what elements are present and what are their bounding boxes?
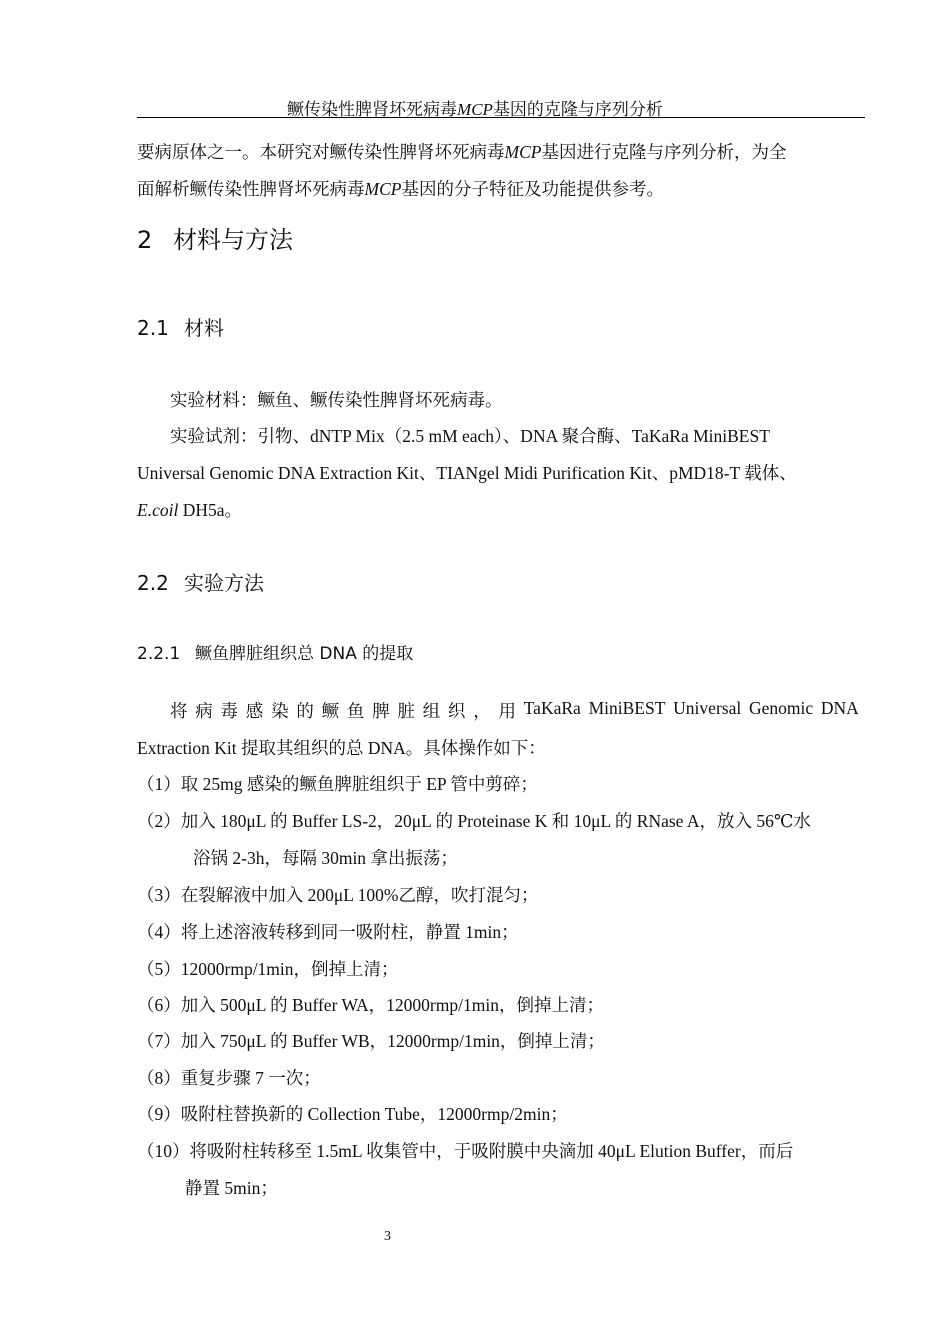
method-intro-word: 脾: [372, 701, 390, 721]
procedure-step-continuation: 静置 5min；: [185, 1178, 278, 1198]
procedure-step: （7）加入 750μL 的 Buffer WB，12000rmp/1min，倒掉上清；: [137, 1031, 605, 1051]
method-intro-word: 染: [271, 701, 289, 721]
method-intro-word: 的: [296, 701, 314, 721]
page-number: 3: [384, 1229, 391, 1244]
intro-text: 基因的分子特征及功能提供参考。: [401, 179, 664, 199]
intro-line-2: [137, 176, 664, 201]
intro-line-1: [137, 139, 786, 164]
section-heading-2-1: [137, 312, 224, 341]
method-intro-word: 毒: [220, 701, 239, 721]
species-italic: E.coil: [137, 500, 179, 520]
section-heading-2-2: [137, 567, 264, 596]
method-intro-word: 感: [245, 701, 264, 721]
header-rule: [137, 117, 865, 118]
method-intro-word: Universal: [673, 698, 742, 718]
method-intro-word: 用: [498, 701, 516, 721]
section-title: 材料与方法: [173, 226, 293, 254]
intro-text: 要病原体之一。本研究对鳜传染性脾肾坏死病毒: [137, 142, 505, 162]
section-number: 2: [137, 226, 153, 254]
method-intro-word: TaKaRa: [523, 698, 581, 718]
header-title-prefix: 鳜传染性脾肾坏死病毒: [287, 100, 458, 119]
method-intro-word: 脏: [397, 701, 415, 721]
method-intro-word: ，: [473, 701, 491, 721]
procedure-step: （2）加入 180μL 的 Buffer LS-2，20μL 的 Proteinase K 和 10μL 的 RNase A，放入 56℃水: [137, 811, 811, 831]
procedure-step: （5）12000rmp/1min，倒掉上清；: [137, 959, 399, 979]
section-number: 2.2: [137, 571, 169, 595]
procedure-step: （10）将吸附柱转移至 1.5mL 收集管中，于吸附膜中央滴加 40μL Elution Buffer，而后: [137, 1141, 794, 1161]
materials-line-4: [137, 497, 242, 522]
method-intro-word: 组: [422, 701, 441, 721]
method-intro-word: Genomic: [748, 698, 814, 718]
method-intro-word: 将: [170, 701, 188, 721]
header-title-italic: MCP: [457, 100, 493, 119]
method-intro-word: 鱼: [346, 701, 365, 721]
materials-line-2: 实验试剂：引物、dNTP Mix（2.5 mM each）、DNA 聚合酶、TaKaRa MiniBEST: [170, 426, 770, 446]
materials-line-1: 实验材料：鳜鱼、鳜传染性脾肾坏死病毒。: [170, 390, 503, 410]
section-title: 鳜鱼脾脏组织总 DNA 的提取: [195, 644, 414, 664]
method-intro-line-2: Extraction Kit 提取其组织的总 DNA。具体操作如下：: [137, 738, 546, 758]
procedure-step: （9）吸附柱替换新的 Collection Tube，12000rmp/2min；: [137, 1104, 568, 1124]
procedure-step: （4）将上述溶液转移到同一吸附柱，静置 1min；: [137, 922, 519, 942]
materials-text: DH5a。: [178, 500, 242, 520]
section-title: 实验方法: [184, 571, 264, 595]
section-heading-2-2-1: [137, 639, 413, 664]
procedure-step: （6）加入 500μL 的 Buffer WA，12000rmp/1min，倒掉上清；: [137, 995, 604, 1015]
procedure-step: （1）取 25mg 感染的鳜鱼脾脏组织于 EP 管中剪碎；: [137, 774, 538, 794]
header-title-suffix: 基因的克隆与序列分析: [492, 100, 663, 119]
intro-italic: MCP: [504, 142, 542, 162]
method-intro-word: 鳜: [321, 701, 340, 721]
section-heading-2: [137, 220, 293, 255]
method-intro-word: 织: [447, 701, 466, 721]
procedure-step-continuation: 浴锅 2-3h，每隔 30min 拿出振荡；: [193, 848, 458, 868]
intro-italic: MCP: [364, 179, 402, 199]
procedure-step: （8）重复步骤 7 一次；: [137, 1068, 321, 1088]
method-intro-word: 病: [195, 701, 213, 721]
intro-text: 面解析鳜传染性脾肾坏死病毒: [137, 179, 365, 199]
section-number: 2.1: [137, 316, 169, 340]
section-title: 材料: [184, 316, 224, 340]
materials-line-3: Universal Genomic DNA Extraction Kit、TIANgel Midi Purification Kit、pMD18-T 载体、: [137, 463, 797, 483]
intro-text: 基因进行克隆与序列分析，为全: [541, 142, 787, 162]
procedure-step: （3）在裂解液中加入 200μL 100%乙醇，吹打混匀；: [137, 885, 539, 905]
method-intro-line-1: [170, 698, 859, 723]
section-number: 2.2.1: [137, 644, 181, 664]
method-intro-word: DNA: [820, 698, 859, 718]
method-intro-word: MiniBEST: [588, 698, 666, 718]
